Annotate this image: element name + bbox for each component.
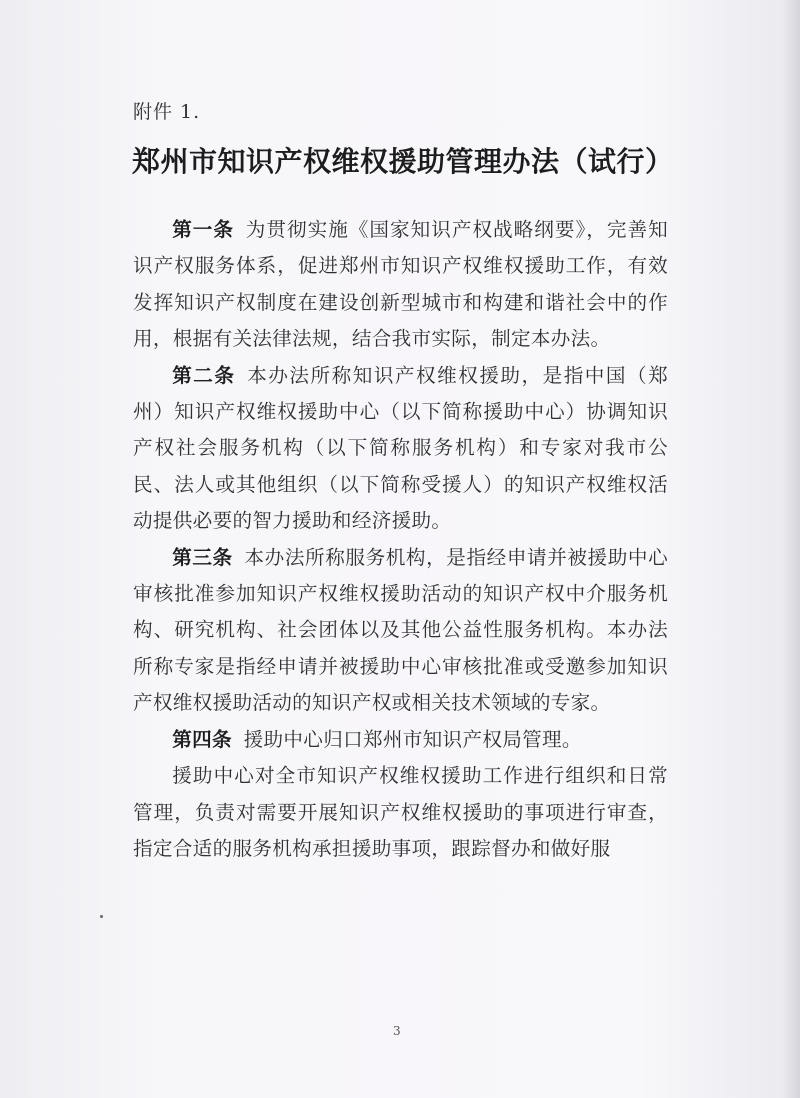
attachment-label: 附件 1.: [133, 101, 201, 123]
article-2: [133, 358, 668, 540]
page-number: 3: [393, 1024, 401, 1038]
scan-speck: [100, 915, 103, 918]
article-text: 为贯彻实施《国家知识产权战略纲要》，完善知识产权服务体系，促进郑州市知识产权维权援助工作，有效发挥知识产权制度在建设创新型城市和构建和谐社会中的作用，根据有关法律法规，结合我市实际，制定本办法。: [133, 218, 668, 351]
article-text: 本办法所称服务机构，是指经申请并被援助中心审核批准参加知识产权维权援助活动的知识产权中介服务机构、研究机构、社会团体以及其他公益性服务机构。本办法所称专家是指经申请并被援助中心审核批准或受邀参加知识产权维权援助活动的知识产权或相关技术领域的专家。: [133, 545, 668, 715]
paragraph-continuation: 援助中心对全市知识产权维权援助工作进行组织和日常管理，负责对需要开展知识产权维权援助的事项进行审查，指定合适的服务机构承担援助事项，跟踪督办和做好服: [133, 764, 668, 860]
article-1: [133, 212, 668, 358]
article-label: 第三条: [172, 545, 233, 569]
article-3: [133, 540, 668, 722]
document-body: [133, 212, 668, 867]
page-edge-shadow: [782, 0, 800, 1098]
article-label: 第四条: [172, 727, 232, 751]
article-4: [133, 722, 668, 758]
article-text: 本办法所称知识产权维权援助，是指中国（郑州）知识产权维权援助中心（以下简称援助中心）协调知识产权社会服务机构（以下简称服务机构）和专家对我市公民、法人或其他组织（以下简称受援人）的知识产权维权活动提供必要的智力援助和经济援助。: [133, 363, 668, 533]
document-title: 郑州市知识产权维权援助管理办法（试行）: [132, 145, 674, 178]
article-text: 援助中心归口郑州市知识产权局管理。: [243, 727, 582, 751]
article-label: 第一条: [172, 218, 235, 241]
article-label: 第二条: [172, 363, 236, 387]
